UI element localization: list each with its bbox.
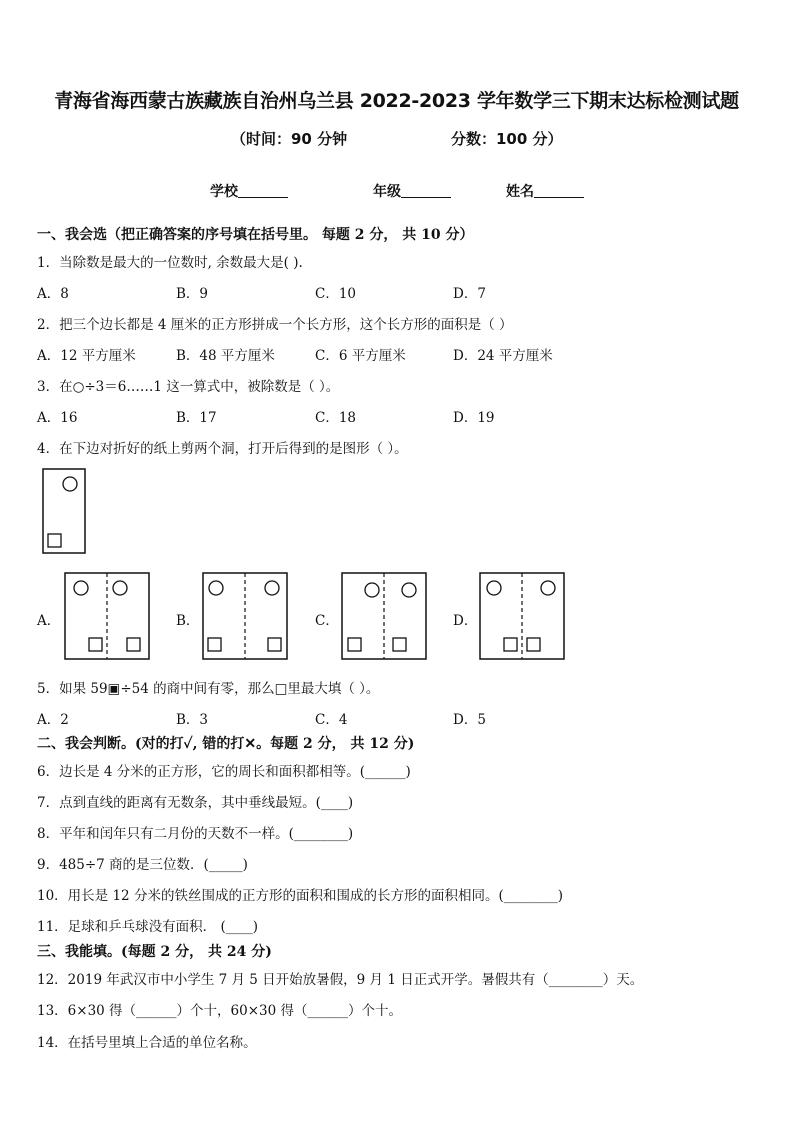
grade-label: 年级 <box>373 184 401 200</box>
q4-option-d: D． <box>453 613 478 629</box>
question-14: 14．在括号里填上合适的单位名称。 <box>37 1035 257 1051</box>
question-5: 5．如果 59▣÷54 的商中间有零，那么□里最大填（ ）。 <box>37 681 380 697</box>
question-9: 9．485÷7 商的是三位数．(_____) <box>37 857 248 873</box>
name-field <box>506 181 584 201</box>
q3-option-c: C．18 <box>315 410 357 426</box>
q4-figure-b <box>202 572 288 660</box>
q5-option-c: C．4 <box>315 712 348 728</box>
q4-figure-a <box>64 572 150 660</box>
q1-option-b: B．9 <box>176 286 209 302</box>
question-7: 7．点到直线的距离有无数条，其中垂线最短。(____) <box>37 795 354 811</box>
q3-option-b: B．17 <box>176 410 217 426</box>
section-1-heading: 一、我会选（把正确答案的序号填在括号里。 每题 2 分， 共 10 分） <box>37 227 474 243</box>
q3-option-a: A．16 <box>37 410 78 426</box>
section-3-heading: 三、我能填。(每题 2 分， 共 24 分) <box>37 944 272 960</box>
question-6: 6．边长是 4 分米的正方形，它的周长和面积都相等。(______) <box>37 764 411 780</box>
time-limit: （时间：90 分钟 <box>231 130 348 148</box>
q2-option-d: D．24 平方厘米 <box>453 348 553 364</box>
q4-option-c: C． <box>315 613 339 629</box>
page-title: 青海省海西蒙古族藏族自治州乌兰县 2022-2023 学年数学三下期末达标检测试题 <box>54 90 739 112</box>
school-label: 学校 <box>210 184 238 200</box>
question-8: 8．平年和闰年只有二月份的天数不一样。(________) <box>37 826 354 842</box>
question-11: 11．足球和乒乓球没有面积． (____) <box>37 919 259 935</box>
question-4: 4．在下边对折好的纸上剪两个洞，打开后得到的是图形（ ）。 <box>37 441 408 457</box>
question-2: 2．把三个边长都是 4 厘米的正方形拼成一个长方形，这个长方形的面积是（ ） <box>37 317 513 333</box>
q5-option-d: D．5 <box>453 712 486 728</box>
question-1: 1．当除数是最大的一位数时, 余数最大是( ). <box>37 255 303 271</box>
q2-option-a: A．12 平方厘米 <box>37 348 136 364</box>
q4-figure-d <box>479 572 565 660</box>
q5-option-b: B．3 <box>176 712 209 728</box>
q4-option-b: B． <box>176 613 200 629</box>
question-3: 3．在○÷3＝6……1 这一算式中，被除数是（ ）。 <box>37 379 340 395</box>
school-blank <box>238 183 288 198</box>
q4-option-a: A． <box>37 613 61 629</box>
school-field <box>210 181 288 201</box>
name-blank <box>534 183 584 198</box>
question-13: 13．6×30 得（______）个十，60×30 得（______）个十。 <box>37 1003 403 1019</box>
grade-blank <box>401 183 451 198</box>
question-12: 12．2019 年武汉市中小学生 7 月 5 日开始放暑假，9 月 1 日正式开学。暑假共有（________）天。 <box>37 972 644 988</box>
grade-field <box>373 181 451 201</box>
q3-option-d: D．19 <box>453 410 495 426</box>
q2-option-c: C．6 平方厘米 <box>315 348 406 364</box>
q2-option-b: B．48 平方厘米 <box>176 348 275 364</box>
question-10: 10．用长是 12 分米的铁丝围成的正方形的面积和围成的长方形的面积相同。(________) <box>37 888 563 904</box>
name-label: 姓名 <box>506 184 534 200</box>
q1-option-d: D．7 <box>453 286 486 302</box>
q5-option-a: A．2 <box>37 712 69 728</box>
q1-option-c: C．10 <box>315 286 357 302</box>
folded-paper-figure <box>40 467 90 557</box>
total-score: 分数：100 分） <box>451 130 563 148</box>
section-2-heading: 二、我会判断。(对的打✓, 错的打✕。每题 2 分， 共 12 分) <box>37 736 415 752</box>
q1-option-a: A．8 <box>37 286 69 302</box>
q4-figure-c <box>341 572 427 660</box>
